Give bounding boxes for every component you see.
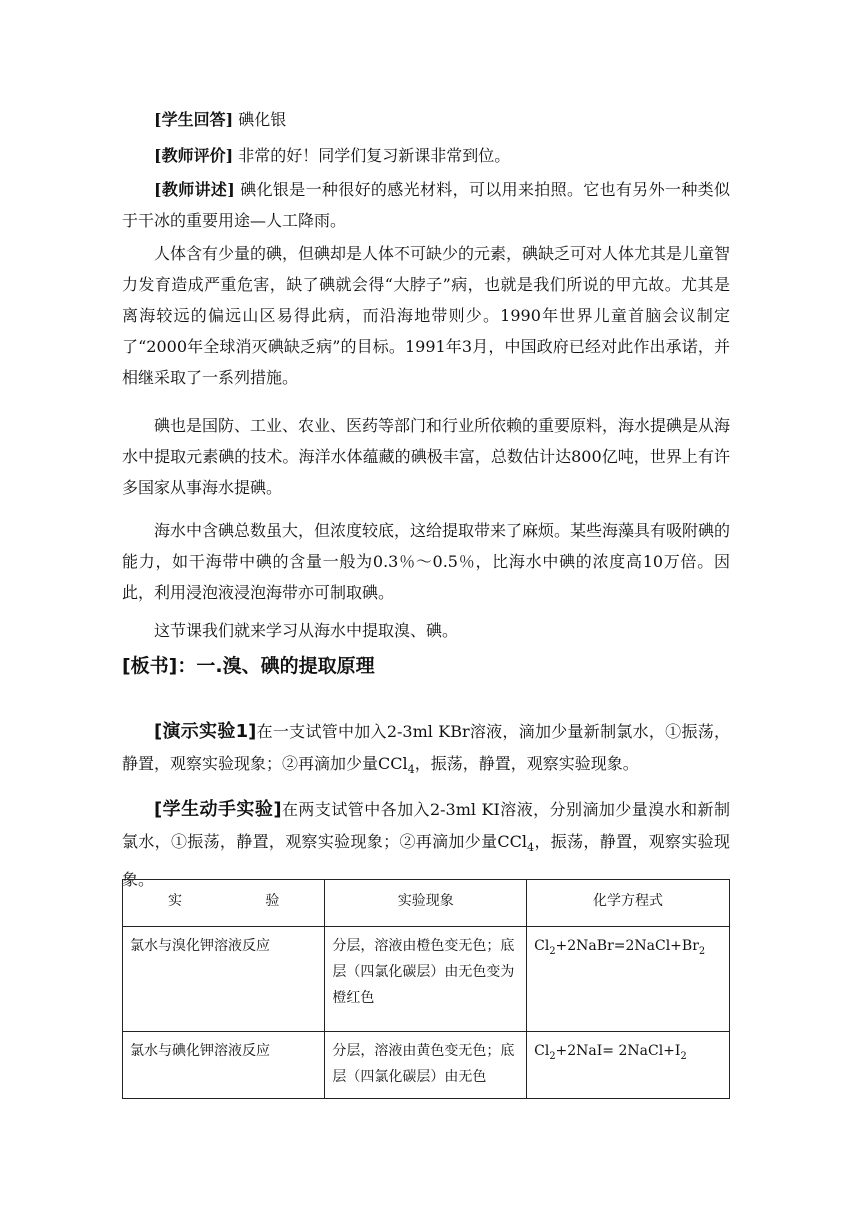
- iodine-industry-paragraph: 碘也是国防、工业、农业、医药等部门和行业所依赖的重要原料，海水提碘是从海水中提取元素碘的技术。海洋水体蕴藏的碘极丰富，总数估计达800亿吨，世界上有许多国家从事海水提碘。: [122, 416, 731, 497]
- header-experiment: [123, 880, 325, 927]
- demo-experiment-tag: [演示实验1]: [154, 721, 257, 742]
- demo-experiment-paragraph: [122, 716, 730, 786]
- header-experiment-char-2: 验: [265, 893, 280, 909]
- teacher-evaluation-paragraph: [122, 140, 730, 171]
- equation-subscript: 2: [680, 1050, 687, 1062]
- equation-part: Cl: [534, 1043, 550, 1059]
- teacher-lecture-tag: [教师讲述]: [154, 180, 235, 199]
- table-row: [123, 1032, 730, 1099]
- student-answer-paragraph: [122, 104, 730, 135]
- equation-part: Cl: [534, 938, 550, 954]
- demo-experiment-subscript: 4: [407, 763, 415, 777]
- student-answer-text: 碘化银: [233, 110, 287, 129]
- student-experiment-text-end: ，振荡，静置，观察实验现象。: [122, 832, 730, 890]
- equation-subscript: 2: [549, 1050, 556, 1062]
- seaweed-iodine-paragraph: 海水中含碘总数虽大，但浓度较底，这给提取带来了麻烦。某些海藻具有吸附碘的能力，如干海带中碘的含量一般为0.3％～0.5％，比海水中碘的浓度高10万倍。因此，利用浸泡液浸泡海带亦可制取碘。: [122, 521, 731, 602]
- cell-equation: [527, 927, 730, 1032]
- cell-experiment: 氯水与溴化钾溶液反应: [123, 927, 325, 1032]
- header-experiment-char-1: 实: [168, 893, 182, 909]
- student-experiment-text: 在两支试管中各加入2-3ml KI溶液，分别滴加少量溴水和新制氯水，①振荡，静置，观察实验现象；②再滴加少量CCl: [122, 800, 730, 851]
- equation-part: +2NaI= 2NaCl+I: [555, 1043, 681, 1059]
- lesson-intro-paragraph: 这节课我们就来学习从海水中提取溴、碘。: [154, 621, 459, 640]
- student-experiment-subscript: 4: [527, 841, 535, 855]
- demo-experiment-text-end: ，振荡，静置，观察实验现象。: [414, 754, 639, 773]
- equation-subscript: 2: [698, 945, 706, 957]
- equation-part: +2NaBr=2NaCl+Br: [555, 938, 699, 954]
- student-experiment-tag: [学生动手实验]: [154, 799, 282, 820]
- iodine-health-paragraph: 人体含有少量的碘，但碘却是人体不可缺少的元素，碘缺乏可对人体尤其是儿童智力发育造成严重危害，缺了碘就会得“大脖子”病，也就是我们所说的甲亢故。尤其是离海较远的偏远山区易得此病，而沿海地带则少。1990年世界儿童首脑会议制定了“2000年全球消灭碘缺乏病”的目标。1991年3月，中国政府已经对此作出承诺，并相继采取了一系列措施。: [122, 244, 731, 387]
- cell-equation: [527, 1032, 730, 1099]
- cell-experiment: 氯水与碘化钾溶液反应: [123, 1032, 325, 1099]
- cell-phenomenon: 分层，溶液由黄色变无色；底层（四氯化碳层）由无色: [325, 1032, 527, 1099]
- teacher-lecture-text: 碘化银是一种很好的感光材料，可以用来拍照。它也有另外一种类似于干冰的重要用途—人工降雨。: [122, 180, 730, 230]
- header-equation: 化学方程式: [527, 880, 730, 927]
- teacher-evaluation-text: 非常的好！同学们复习新课非常到位。: [233, 146, 511, 165]
- table-row: [123, 927, 730, 1032]
- demo-experiment-text: 在一支试管中加入2-3ml KBr溶液，滴加少量新制氯水，①振荡，静置，观察实验现象；②再滴加少量CCl: [122, 722, 730, 773]
- table-header-row: [123, 880, 730, 927]
- teacher-evaluation-tag: [教师评价]: [154, 146, 234, 165]
- experiment-table: [122, 879, 730, 1099]
- cell-phenomenon: 分层，溶液由橙色变无色；底层（四氯化碳层）由无色变为橙红色: [325, 927, 527, 1032]
- student-answer-tag: [学生回答]: [154, 110, 234, 129]
- teacher-lecture-paragraph: [122, 174, 730, 236]
- header-phenomenon: 实验现象: [325, 880, 527, 927]
- board-heading: [板书]：一.溴、碘的提取原理: [122, 655, 375, 677]
- equation-subscript: 2: [549, 945, 556, 957]
